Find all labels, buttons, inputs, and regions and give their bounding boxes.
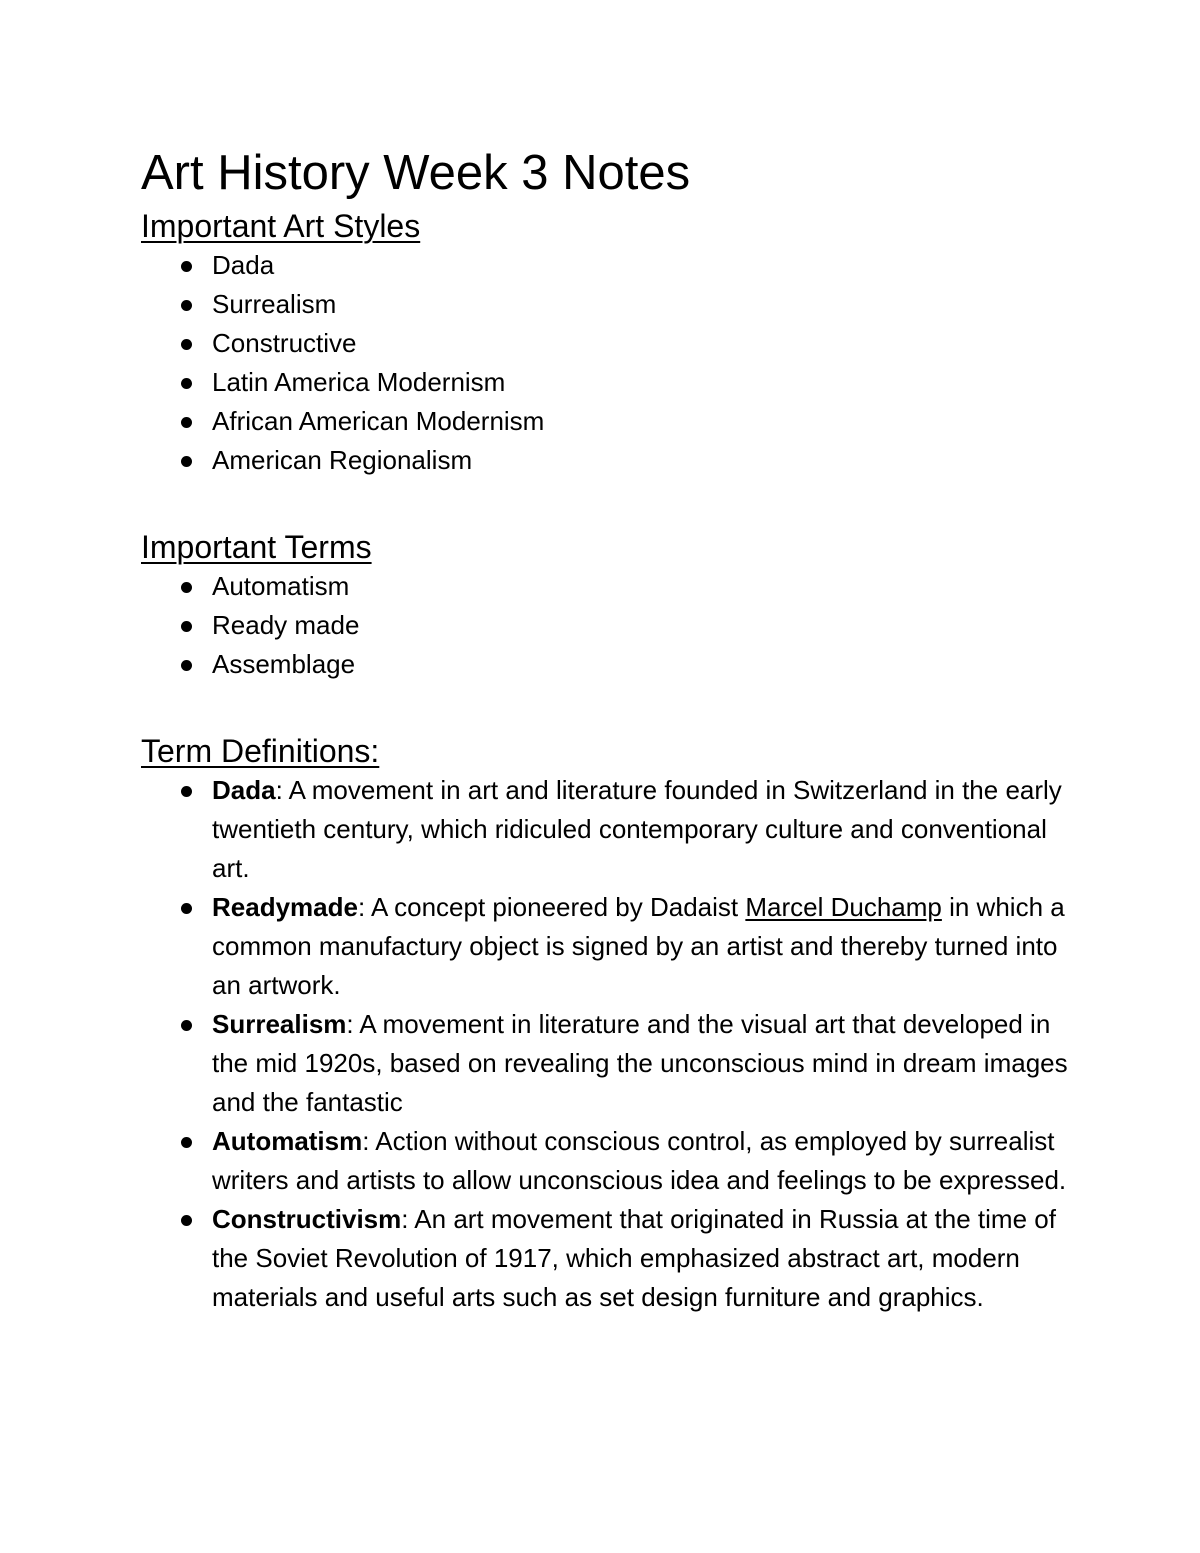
bullet-icon <box>181 417 192 428</box>
definition-separator: : <box>362 1126 370 1156</box>
list-item <box>141 285 1071 324</box>
list-item-text: Latin America Modernism <box>212 367 506 397</box>
definition-term: Automatism <box>212 1126 363 1156</box>
definitions-list <box>141 771 1071 1317</box>
list-item <box>141 441 1071 480</box>
bullet-icon <box>181 300 192 311</box>
definition-separator: : <box>275 775 283 805</box>
list-item <box>141 402 1071 441</box>
bullet-icon <box>181 456 192 467</box>
definition-item <box>141 1122 1072 1200</box>
definition-text: Action without conscious control, as employed by surrealist writers and artists to allow unconscious idea and feelings to be expressed. <box>212 1126 1067 1195</box>
list-item-text: Surrealism <box>212 289 337 319</box>
definition-separator: : <box>357 892 366 922</box>
terms-heading: Important Terms <box>141 529 372 565</box>
list-item-text: Assemblage <box>212 649 356 679</box>
bullet-icon <box>181 621 192 632</box>
spacer <box>141 480 1071 527</box>
bullet-icon <box>181 903 192 914</box>
terms-list <box>141 567 1071 684</box>
definition-item <box>141 1005 1072 1122</box>
styles-list <box>141 246 1071 480</box>
list-item <box>141 324 1071 363</box>
definition-separator: : <box>346 1009 354 1039</box>
definition-term: Surrealism <box>212 1009 347 1039</box>
spacer <box>141 684 1071 731</box>
document-page <box>141 140 1071 1317</box>
list-item <box>141 645 1071 684</box>
bullet-icon <box>181 660 192 671</box>
bullet-icon <box>181 1215 192 1226</box>
definition-separator: : <box>401 1204 409 1234</box>
definition-text: An art movement that originated in Russia at the time of the Soviet Revolution of 1917, which emphasized abstract art, modern materials and useful arts such as set design furniture and graphics. <box>212 1204 1056 1312</box>
definition-term: Dada <box>212 775 276 805</box>
definition-text: A movement in art and literature founded in Switzerland in the early twentieth century, which ridiculed contemporary culture and conventional art. <box>212 775 1062 883</box>
list-item-text: African American Modernism <box>212 406 545 436</box>
list-item <box>141 606 1071 645</box>
definition-item <box>141 888 1072 1005</box>
list-item-text: Dada <box>212 250 275 280</box>
definition-term: Constructivism <box>212 1204 402 1234</box>
list-item <box>141 567 1071 606</box>
list-item <box>141 246 1071 285</box>
bullet-icon <box>181 261 192 272</box>
bullet-icon <box>181 1020 192 1031</box>
definition-text: A movement in literature and the visual art that developed in the mid 1920s, based on revealing the unconscious mind in dream images and the fantastic <box>212 1009 1068 1117</box>
bullet-icon <box>181 378 192 389</box>
list-item-text: American Regionalism <box>212 445 473 475</box>
definition-term: Readymade <box>212 892 358 922</box>
marcel-duchamp-link[interactable]: Marcel Duchamp <box>745 892 942 922</box>
bullet-icon <box>181 1137 192 1148</box>
bullet-icon <box>181 339 192 350</box>
document-title: Art History Week 3 Notes <box>141 146 691 200</box>
definition-text-after: in which a common manufactury object is signed by an artist and thereby turned into an artwork. <box>212 892 1065 1000</box>
styles-heading: Important Art Styles <box>141 208 421 244</box>
definitions-heading: Term Definitions: <box>141 733 380 769</box>
list-item-text: Automatism <box>212 571 350 601</box>
definition-item <box>141 1200 1072 1317</box>
definition-item <box>141 771 1072 888</box>
list-item-text: Ready made <box>212 610 360 640</box>
list-item <box>141 363 1071 402</box>
bullet-icon <box>181 582 192 593</box>
bullet-icon <box>181 786 192 797</box>
list-item-text: Constructive <box>212 328 357 358</box>
definition-text: A concept pioneered by Dadaist <box>365 892 746 922</box>
